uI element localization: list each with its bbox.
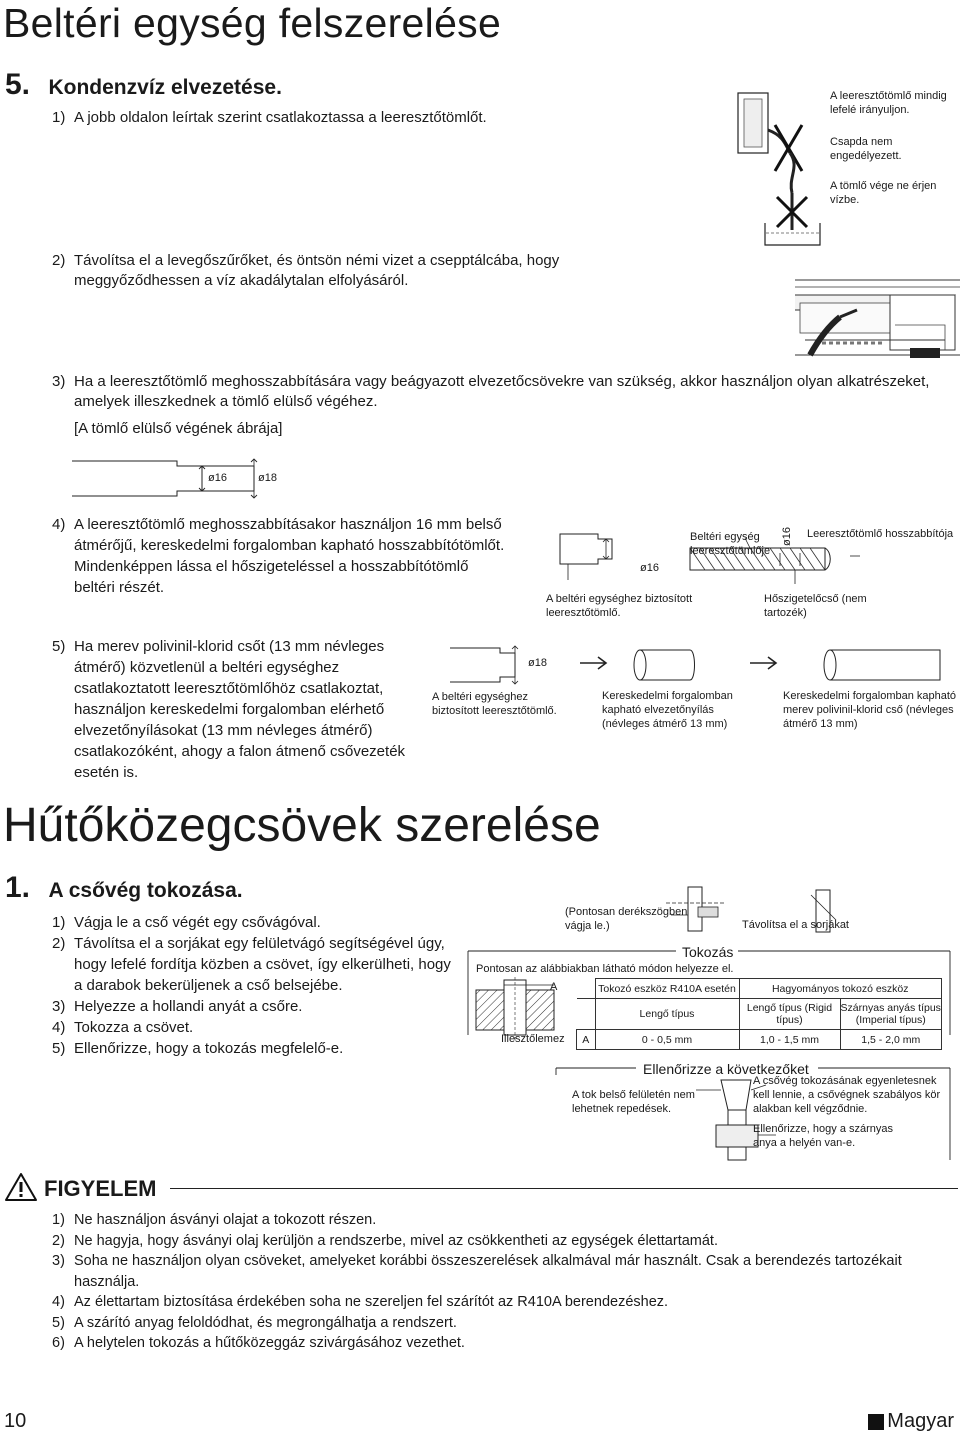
warning-item: 2) Ne hagyja, hogy ásványi olaj kerüljön a rendszerbe, mivel az csökkentheti az egységek élettartamát. (52, 1232, 718, 1249)
fig5-pvc: Kereskedelmi forgalomban kapható merev polivinil-klorid cső (névleges átmérő 13 mm) (783, 690, 957, 730)
note-downward: A leeresztőtömlő mindig lefelé irányuljon. (830, 90, 947, 116)
check-nut: Ellenőrizze, hogy a szárnyas anya a helyén van-e. (753, 1123, 894, 1149)
warning-item: 3) Soha ne használjon olyan csöveket, amelyeket korábbi összeszerelések alkalmával már használt. Csak a berendezés tartozékait használja. (52, 1253, 902, 1290)
refrigerant-subheading (5, 871, 243, 905)
die-label: Illesztőlemez (501, 1033, 565, 1045)
refrigerant-title: Hűtőközegcsövek szerelése (3, 799, 601, 852)
fig4-insulation: Hőszigetelőcső (nem tartozék) (764, 593, 867, 619)
pvc-connection-figure (440, 640, 960, 690)
hose-d16: ø16 (208, 472, 227, 484)
flaring-step: 3) Helyezze a hollandi anyát a csőre. (52, 998, 303, 1015)
note-no-trap: Csapda nem engedélyezett. (830, 136, 902, 162)
section-title: Kondenzvíz elvezetése. (48, 76, 282, 99)
cut-note: (Pontosan derékszögben vágja le.) (565, 906, 688, 932)
check-even: A csővég tokozásának egyenletesnek kell lennie, a csővégnek szabályos kör alakban kell végződnie. (753, 1075, 941, 1115)
check-title: Ellenőrizze a következőket (643, 1061, 809, 1077)
flaring-step: 1) Vágja le a cső végét egy csővágóval. (52, 914, 321, 931)
warning-item: 4) Az élettartam biztosítása érdekében soha ne szereljen fel szárítót az R410A berendezéshez. (52, 1294, 669, 1310)
step-1: 1) A jobb oldalon leírtak szerint csatlakoztassa a leeresztőtömlőt. (52, 109, 487, 126)
language-label: Magyar (887, 1410, 954, 1432)
warning-item: 1) Ne használjon ásványi olajat a tokozott részen. (52, 1212, 377, 1228)
language-footer (868, 1410, 954, 1433)
fig4-d16-vertical: ø16 (781, 527, 793, 546)
page-number: 10 (4, 1410, 27, 1432)
section-heading (5, 68, 282, 102)
arrow-right-icon (580, 657, 606, 669)
arrow-right-icon (750, 657, 776, 669)
hose-caption: [A tömlő elülső végének ábrája] (74, 420, 283, 437)
warning-list (52, 1210, 952, 1354)
warning-item: 6) A helytelen tokozás a hűtőközeggáz szivárgásához vezethet. (52, 1335, 465, 1351)
fig4-d16: ø16 (640, 562, 659, 574)
step-3: 3) Ha a leeresztőtömlő meghosszabbítására vagy beágyazott elvezetőcsövekre van szükség, akkor használjon olyan alkatrészeket, amelyek illeszkednek a tömlő elülső végéhez. (52, 373, 930, 410)
fig4-extension: Leeresztőtömlő hosszabbítója (807, 528, 954, 540)
flaring-step: 2) Távolítsa el a sorjákat egy felületvágó segítségével úgy, hogy lefelé fordítja közben a csövet, így elkerülheti, hogy a darabok bekerüljenek a cső belsejébe. (52, 935, 451, 994)
drain-hose-figure (730, 85, 830, 250)
a-label: A (550, 981, 558, 993)
step-5: 5) Ha merev polivinil-klorid csőt (13 mm névleges átmérő) közvetlenül a beltéri egységhez csatlakoztatott leeresztőtömlőhöz csatlakoztat, használjon kereskedelmi forgalomban elérhető elvezetőnyílásokat (13 mm névleges átmérő) csatlakozóként, ahogy a falon átmenő csővezeték esetén is. (52, 638, 406, 781)
step-2: 2) Távolítsa el a levegőszűrőket, és öntsön némi vizet a csepptálcába, hogy meggyőződhessen a víz akadálytalan elfolyásáról. (52, 252, 560, 289)
warning-triangle-icon (4, 1172, 38, 1202)
flaring-steps (52, 912, 452, 1059)
indoor-unit-figure (795, 255, 960, 370)
check-crack: A tok belső felületén nem lehetnek repedések. (572, 1089, 695, 1115)
square-bullet-icon (868, 1414, 884, 1430)
hose-d18: ø18 (258, 472, 277, 484)
page-title: Beltéri egység felszerelése (3, 0, 502, 46)
flaring-table: Tokozó eszköz R410A esetén Hagyományos tokozó eszköz Lengő típus Lengő típus (Rigid típus) Szárnyas anyás típus (Imperial típus) A 0 - 0,5 mm 1,0 - 1,5 mm 1,5 - 2,0 mm (576, 978, 942, 1050)
refrigerant-number: 1. (5, 871, 31, 904)
deburr-label: Távolítsa el a sorjákat (742, 919, 849, 931)
fig4-unit-hose: Beltéri egység leeresztőtömlője (690, 531, 771, 557)
fig4-supplied-hose: A beltéri egységhez biztosított leeresztőtömlő. (546, 593, 693, 619)
flaring-step: 5) Ellenőrizze, hogy a tokozás megfelelő-e. (52, 1040, 344, 1057)
refrigerant-subtitle: A csővég tokozása. (48, 879, 243, 902)
fig5-outlet: Kereskedelmi forgalomban kapható elvezetőnyílás (névleges átmérő 13 mm) (602, 690, 733, 730)
flaring-label: Tokozás (682, 944, 734, 960)
section-number: 5. (5, 68, 31, 101)
warning-title: FIGYELEM (44, 1176, 157, 1201)
warning-rule (170, 1188, 958, 1189)
fig5-d18: ø18 (528, 657, 547, 669)
fig5-supplied-hose: A beltéri egységhez biztosított leeresztőtömlő. (432, 691, 557, 717)
place-note: Pontosan az alábbiakban látható módon helyezze el. (476, 963, 734, 975)
warning-item: 5) A szárító anyag feloldódhat, és megrongálhatja a rendszert. (52, 1314, 457, 1331)
note-no-water: A tömlő vége ne érjen vízbe. (830, 180, 937, 206)
step-4: 4) A leeresztőtömlő meghosszabbításakor használjon 16 mm belső átmérőjű, kereskedelmi forgalomban kapható hosszabbítótömlőt. Mindenképpen lássa el hőszigeteléssel a hosszabbítótömlő beltéri részét. (52, 516, 505, 596)
flaring-step: 4) Tokozza a csövet. (52, 1019, 194, 1036)
